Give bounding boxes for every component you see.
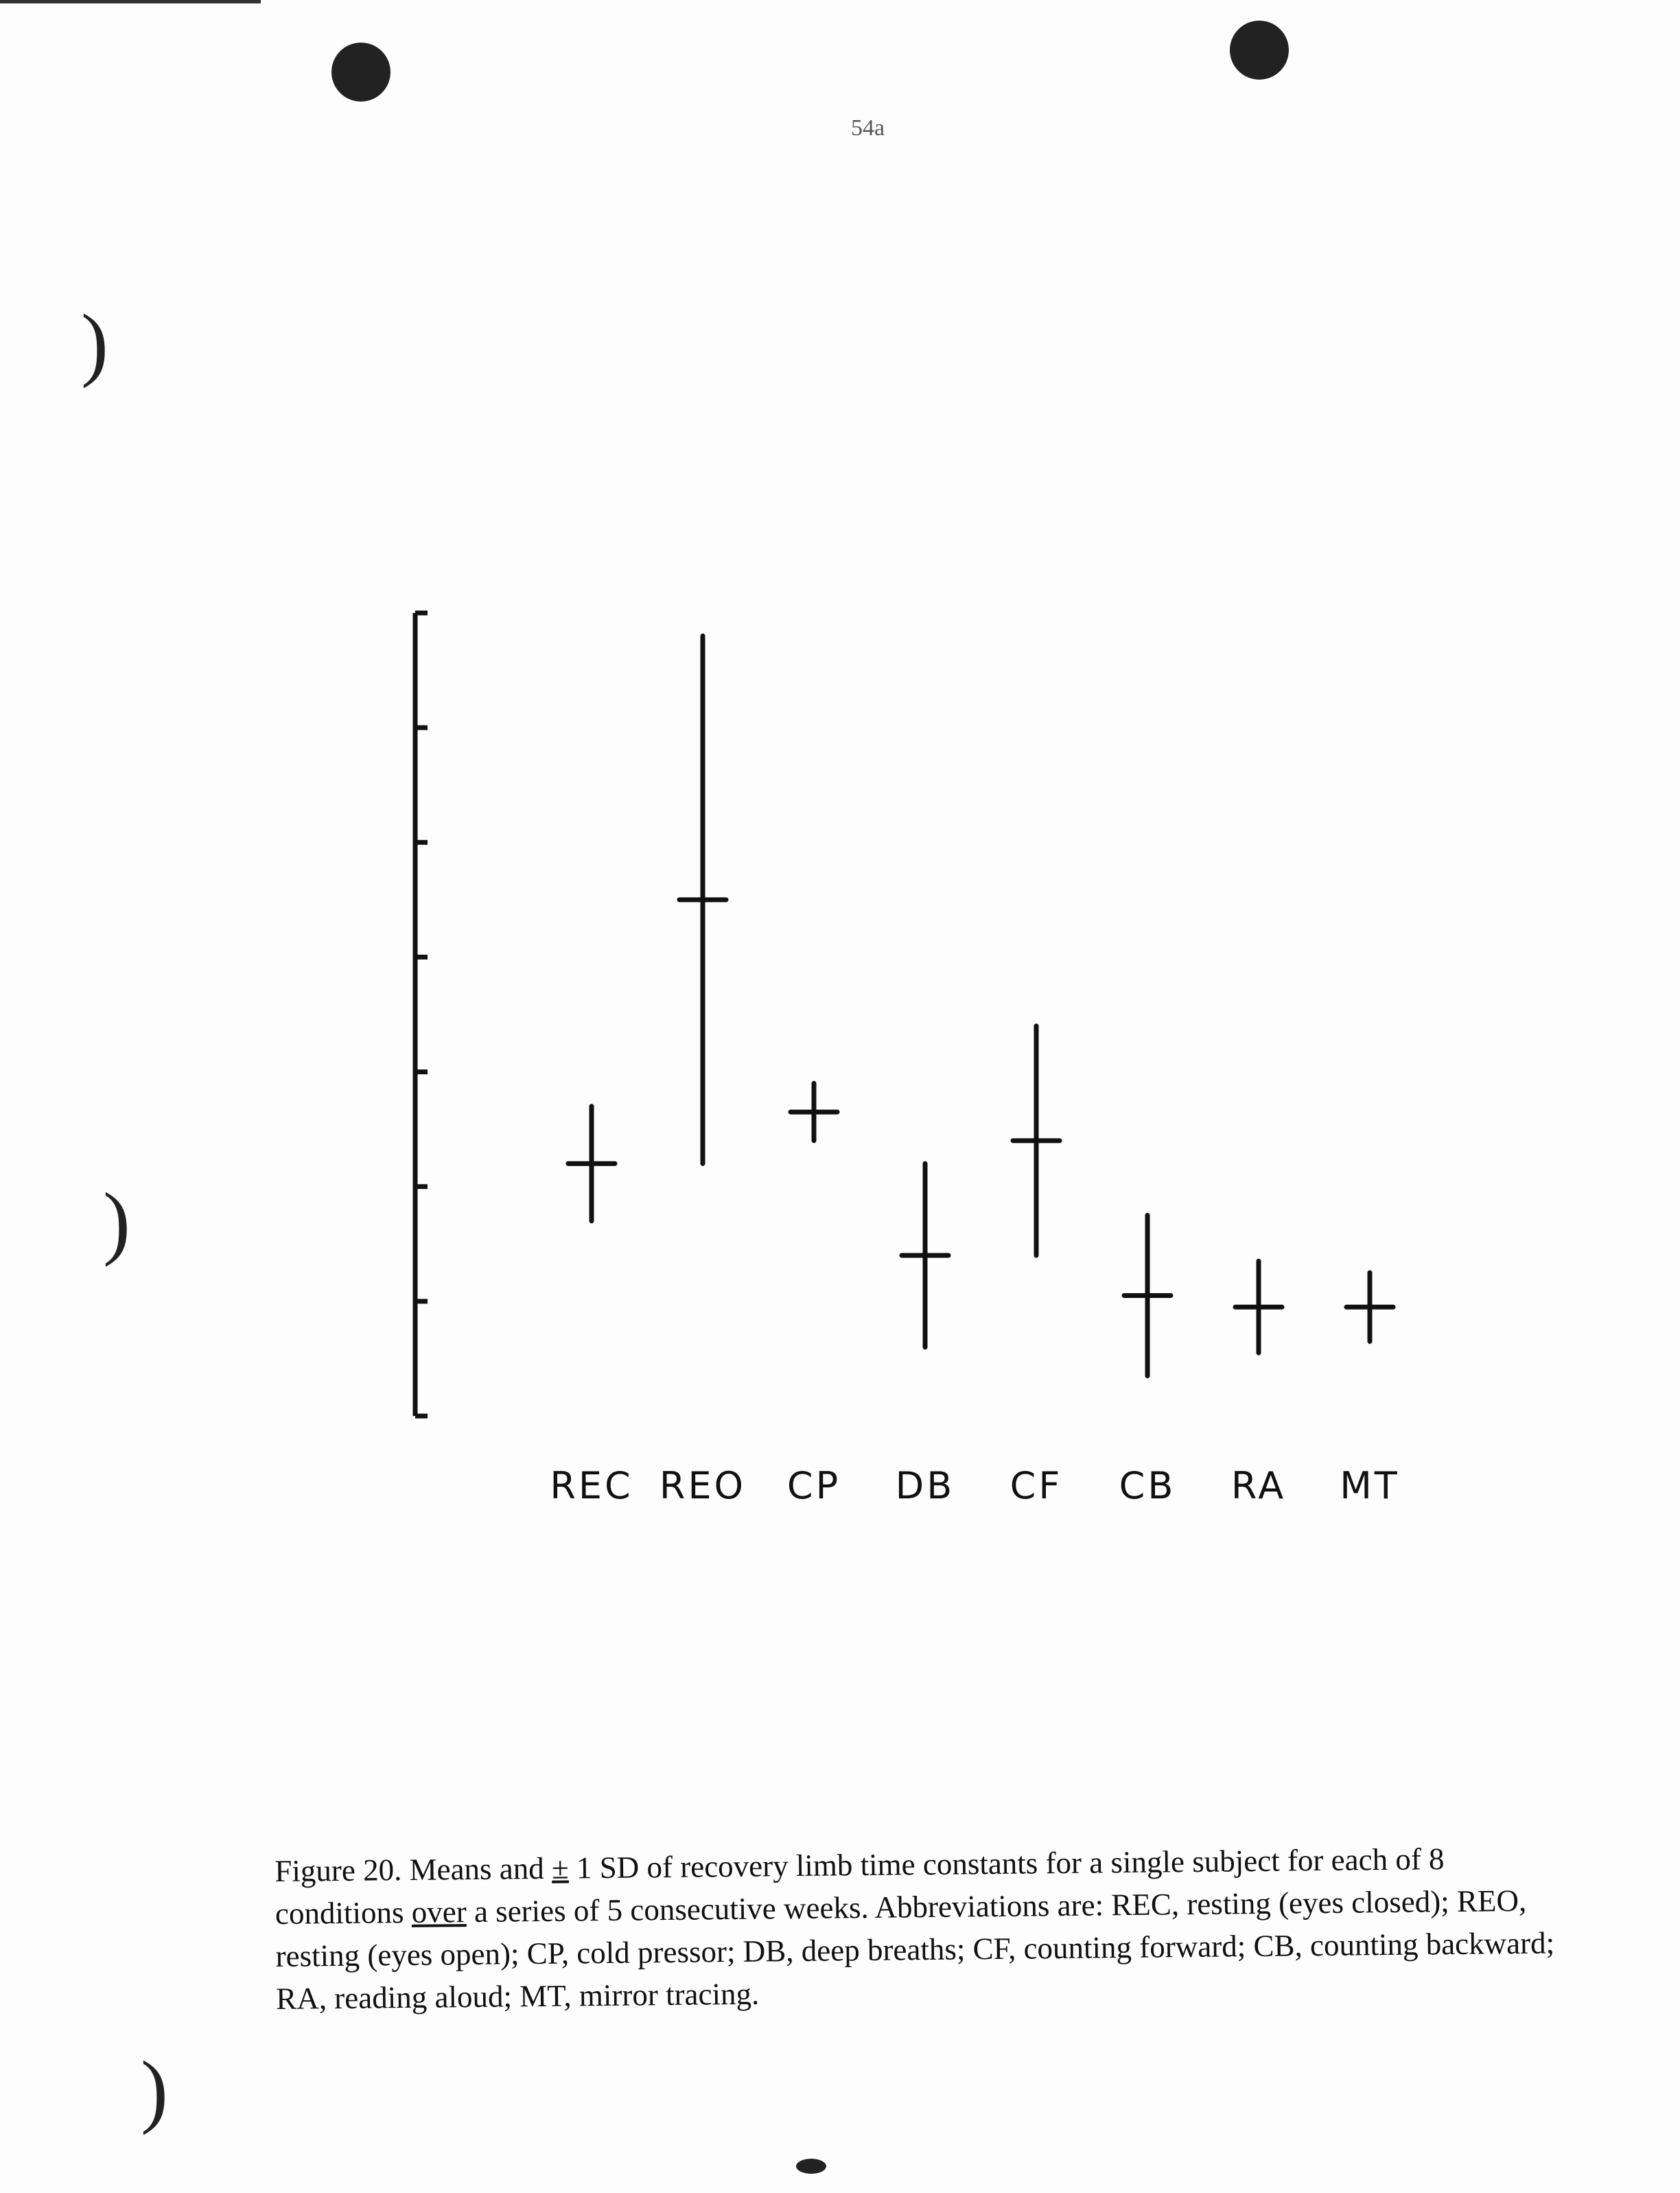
error-bar-db [902,1163,948,1347]
x-tick-label: MT [1340,1464,1400,1507]
error-bar-ra [1235,1261,1282,1353]
caption-text-a: Means and [409,1850,552,1887]
error-bar-cf [1013,1026,1060,1255]
error-bars [568,636,1393,1376]
caption-text-b: 1 SD of recovery limb time constants for a single subject for each of 8 conditions [275,1842,1445,1931]
page-number: 54a [851,115,885,141]
x-tick-label: CP [786,1464,841,1507]
error-bar-cb [1124,1216,1171,1376]
ink-blot [796,2159,826,2174]
x-tick-label: RA [1230,1464,1287,1507]
error-bar-cp [791,1083,837,1141]
x-tick-labels [550,1464,1399,1507]
x-tick-label: CB [1119,1464,1176,1507]
caption-text-c: a series of 5 consecutive weeks. Abbreviations are: REC, resting (eyes closed); REO, resting (eyes open); CP, cold pressor; DB, deep breaths; CF, counting forward; CB, counting backward; RA, reading aloud; MT, mirror tracing. [275,1883,1555,2016]
error-bar-mt [1346,1273,1393,1341]
caption-over: over [411,1894,467,1929]
x-tick-label: DB [895,1464,955,1507]
figure-caption [275,1836,1566,2020]
binding-mark: ) [141,2044,168,2135]
caption-label: Figure 20. [275,1853,402,1888]
x-tick-label: REO [659,1464,747,1507]
error-bar-reo [679,636,726,1163]
plus-minus-sign: ± [551,1850,569,1885]
x-tick-label: REC [550,1464,633,1507]
binding-mark: ) [103,1176,130,1267]
y-axis [415,613,428,1416]
x-tick-label: CF [1010,1464,1063,1507]
error-bar-rec [568,1106,615,1221]
binding-mark: ) [81,297,108,388]
